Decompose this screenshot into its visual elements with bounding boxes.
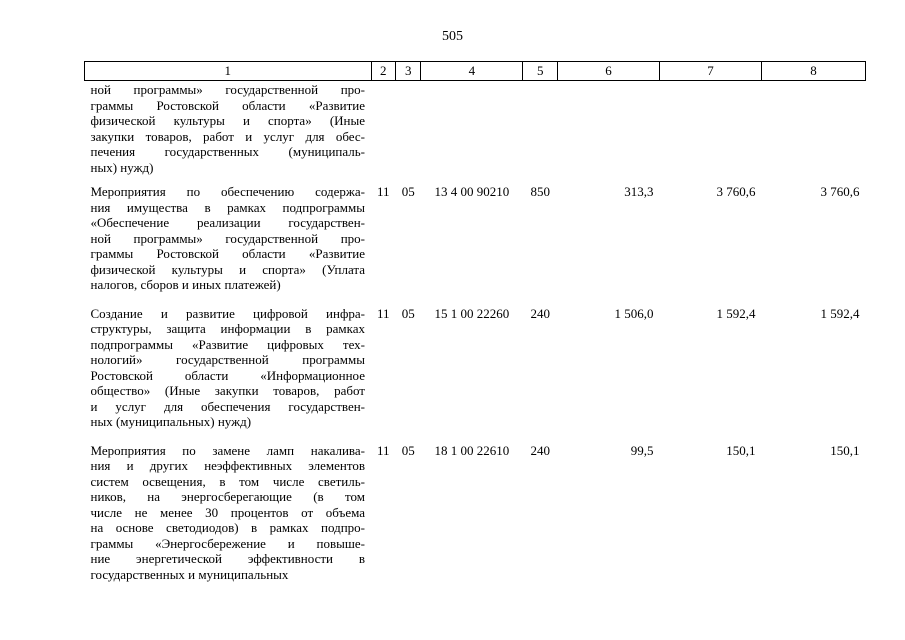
description-line: ных (муниципальных) нужд) (90, 414, 252, 429)
amount-col7: 3 760,6 (716, 184, 756, 199)
description-line: граммы «Энергосбережение и повыше- (90, 535, 365, 551)
column-header: 7 (660, 62, 762, 81)
description-line: на основе светодиодов) в рамках подпро- (90, 520, 365, 535)
amount-col8 (761, 81, 865, 185)
subsection-code: 05 (401, 184, 415, 199)
description-line: подпрограммы «Развитие цифровых тех- (90, 336, 365, 352)
column-header: 1 (85, 62, 372, 81)
description-line: Ростовской области «Информационное (90, 367, 365, 383)
subsection-code (395, 81, 420, 185)
budget-table (84, 61, 866, 582)
column-header: 3 (395, 62, 420, 81)
subsection-code: 05 (401, 305, 415, 321)
amount-col7: 1 592,4 (716, 305, 756, 321)
table-row (85, 306, 866, 443)
section-code: 11 (376, 184, 390, 199)
amount-col6: 99,5 (630, 442, 654, 458)
amount-col7: 150,1 (726, 442, 756, 458)
column-header: 4 (421, 62, 523, 81)
section-code: 11 (376, 442, 390, 458)
description-line: ния и других неэффективных элементов (90, 458, 365, 473)
amount-col6: 1 506,0 (614, 305, 654, 321)
row-description (85, 306, 372, 443)
amount-col8: 3 760,6 (820, 184, 860, 199)
row-description (85, 443, 372, 583)
description-line: ния имущества в рамках подпрограммы (90, 199, 365, 215)
description-line: ние энергетической эффективности в (90, 551, 365, 566)
section-code: 11 (376, 305, 390, 321)
amount-col7 (660, 81, 762, 185)
description-line: «Обеспечение реализации государствен- (90, 215, 365, 230)
description-line: граммы Ростовской области «Развитие (90, 246, 365, 261)
description-line: граммы Ростовской области «Развитие (90, 97, 365, 113)
description-line: структуры, защита информации в рамках (90, 321, 365, 336)
description-line: Создание и развитие цифровой инфра- (90, 305, 365, 321)
column-header: 8 (761, 62, 865, 81)
expense-type-code (523, 81, 558, 185)
expense-type-code: 850 (530, 184, 550, 199)
table-row (85, 184, 866, 306)
table-row (85, 443, 866, 583)
target-article-code: 13 4 00 90210 (434, 184, 510, 199)
target-article-code (421, 81, 523, 185)
column-header: 5 (523, 62, 558, 81)
amount-col6: 313,3 (624, 184, 654, 199)
description-line: печения государственных (муниципаль- (90, 144, 365, 159)
row-description (85, 184, 372, 306)
description-line: физической культуры и спорта» (Иные (90, 113, 365, 128)
description-line: числе не менее 30 процентов от объема (90, 504, 365, 520)
page-number: 505 (442, 29, 463, 44)
table-header-row (85, 62, 866, 81)
description-line: ников, на энергосберегающие (в том (90, 489, 365, 504)
expense-type-code: 240 (530, 305, 550, 321)
expense-type-code: 240 (530, 442, 550, 458)
amount-col6 (558, 81, 660, 185)
description-line: систем освещения, в том числе светиль- (90, 473, 365, 489)
column-header: 6 (558, 62, 660, 81)
description-line: налогов, сборов и иных платежей) (90, 277, 281, 292)
description-line: ной программы» государственной про- (90, 82, 365, 97)
table-row (85, 81, 866, 185)
description-line: ной программы» государственной про- (90, 230, 365, 246)
description-line: общество» (Иные закупки товаров, работ (90, 383, 365, 398)
amount-col8: 150,1 (830, 442, 860, 458)
target-article-code: 15 1 00 22260 (434, 305, 510, 321)
column-header: 2 (371, 62, 395, 81)
row-description (85, 81, 372, 185)
description-line: государственных и муниципальных (90, 566, 289, 582)
description-line: физической культуры и спорта» (Уплата (90, 261, 365, 277)
subsection-code: 05 (401, 442, 415, 458)
description-line: и услуг для обеспечения государствен- (90, 398, 365, 414)
target-article-code: 18 1 00 22610 (434, 442, 510, 458)
description-line: нологий» государственной программы (90, 352, 365, 367)
description-line: Мероприятия по обеспечению содержа- (90, 184, 365, 199)
section-code (371, 81, 395, 185)
amount-col8: 1 592,4 (820, 305, 860, 321)
description-line: закупки товаров, работ и услуг для обес- (90, 128, 365, 144)
description-line: ных) нужд) (90, 159, 154, 175)
description-line: Мероприятия по замене ламп накалива- (90, 442, 365, 458)
